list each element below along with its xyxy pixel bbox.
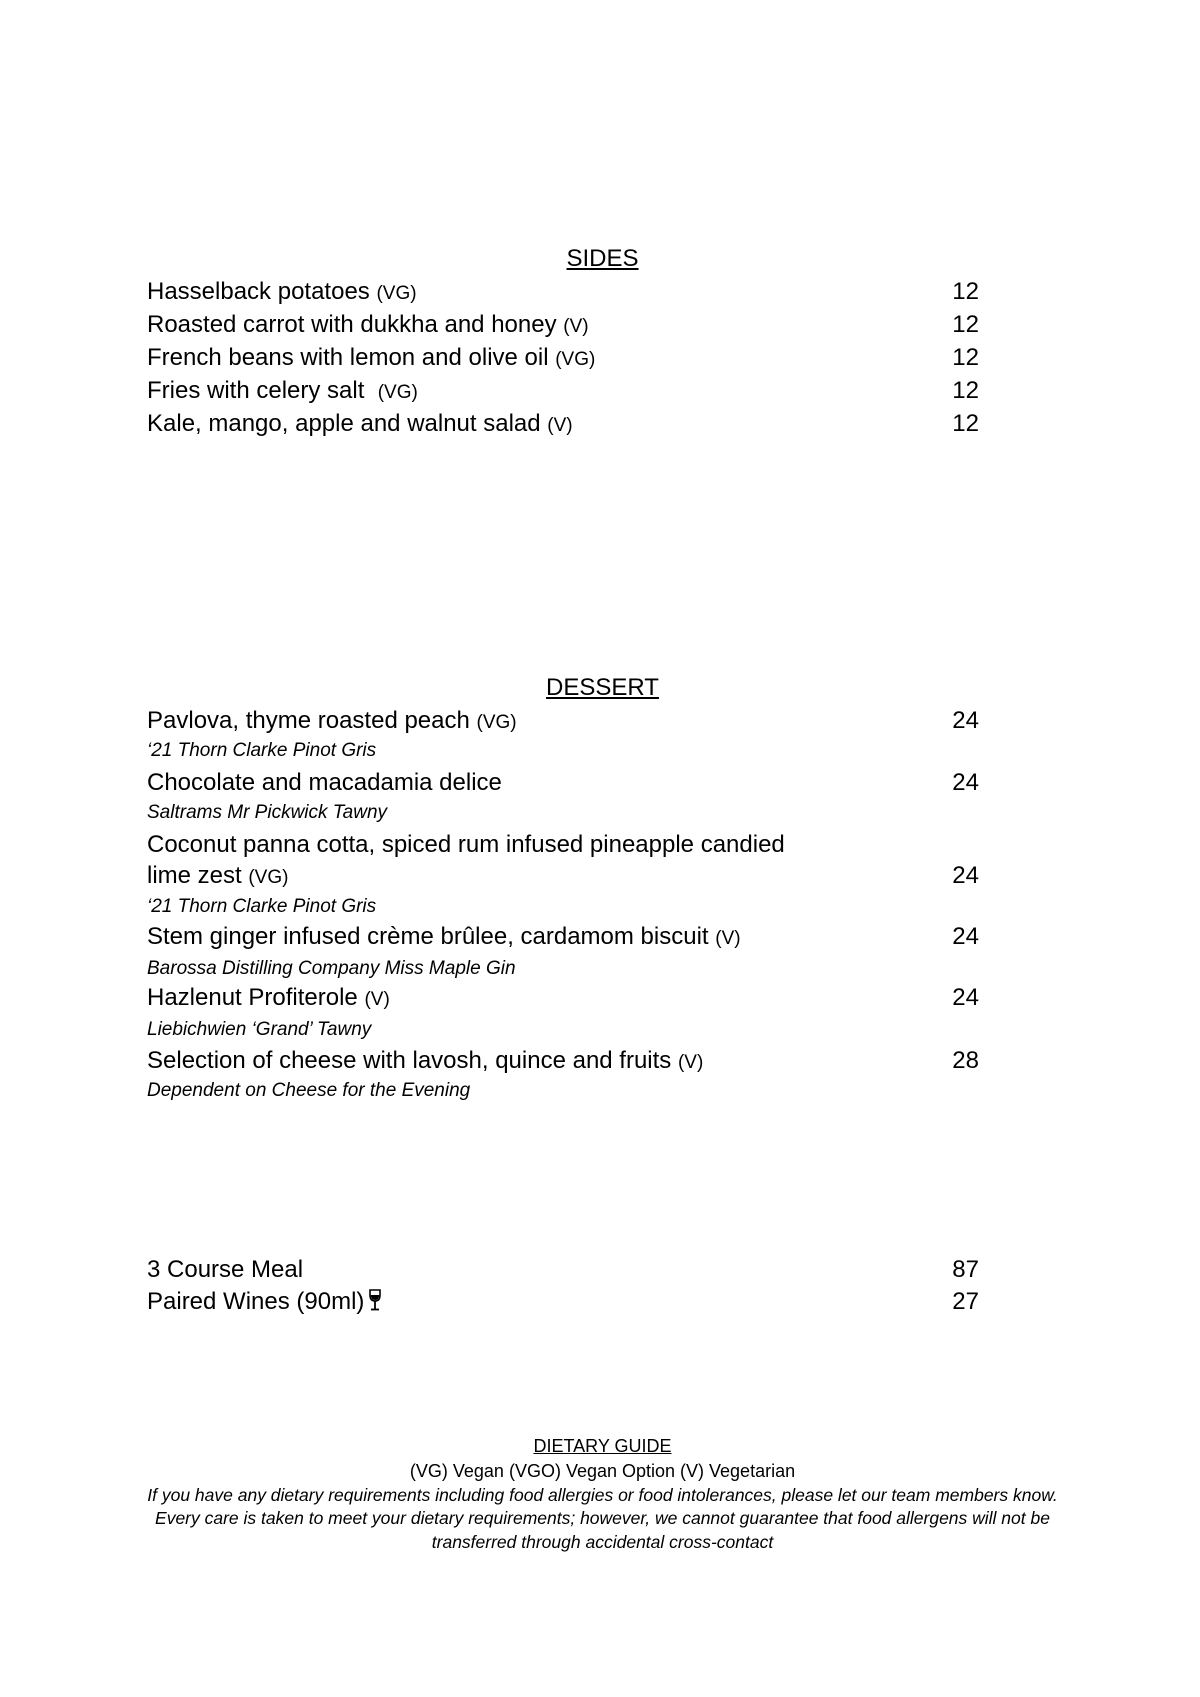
item-name: Coconut panna cotta, spiced rum infused pineapple candied	[147, 831, 785, 858]
item-price: 12	[952, 410, 979, 437]
item-tag: (V)	[547, 415, 573, 436]
item-tag: (VG)	[376, 283, 417, 304]
menu-item	[147, 922, 979, 954]
set-menu-item	[147, 1255, 979, 1285]
menu-item	[147, 706, 979, 738]
item-name: Roasted carrot with dukkha and honey	[147, 311, 557, 338]
item-price: 24	[952, 862, 979, 889]
item-name: Pavlova, thyme roasted peach	[147, 707, 470, 734]
dessert-heading: DESSERT	[546, 674, 659, 701]
item-price: 87	[952, 1256, 979, 1283]
item-tag: (VG)	[476, 712, 517, 733]
menu-item	[147, 768, 979, 798]
menu-item	[147, 376, 979, 408]
item-name: Chocolate and macadamia delice	[147, 769, 502, 796]
item-name: lime zest	[147, 862, 242, 889]
item-price: 24	[952, 769, 979, 796]
menu-item	[147, 310, 979, 342]
item-name: Stem ginger infused crème brûlee, cardamom biscuit	[147, 923, 709, 950]
item-price: 12	[952, 311, 979, 338]
menu-item	[147, 277, 979, 309]
wine-pairing: Saltrams Mr Pickwick Tawny	[147, 802, 388, 823]
item-name: Selection of cheese with lavosh, quince and fruits	[147, 1047, 672, 1074]
item-tag: (V)	[364, 989, 390, 1010]
item-price: 12	[952, 344, 979, 371]
item-price: 12	[952, 377, 979, 404]
dietary-note: If you have any dietary requirements including food allergies or food intolerances, please let our team members know.	[147, 1485, 1058, 1505]
wine-pairing: ‘21 Thorn Clarke Pinot Gris	[147, 740, 377, 761]
item-name: Fries with celery salt	[147, 377, 372, 404]
menu-item	[147, 1046, 979, 1078]
item-price: 24	[952, 923, 979, 950]
item-name: Paired Wines (90ml)	[147, 1288, 365, 1315]
menu-item-continued	[147, 861, 979, 893]
item-name: Hasselback potatoes	[147, 278, 370, 305]
item-name: 3 Course Meal	[147, 1256, 304, 1283]
item-price: 27	[952, 1288, 979, 1315]
wine-pairing: Liebichwien ‘Grand’ Tawny	[147, 1019, 372, 1040]
menu-item	[147, 409, 979, 441]
item-tag: (V)	[715, 928, 741, 949]
wine-pairing: Barossa Distilling Company Miss Maple Gin	[147, 958, 516, 979]
item-price: 12	[952, 278, 979, 305]
item-tag: (V)	[677, 1052, 704, 1073]
dietary-note: Every care is taken to meet your dietary requirements; however, we cannot guarantee that food allergens will not be	[155, 1508, 1050, 1528]
menu-item	[147, 343, 979, 375]
item-name: Hazlenut Profiterole	[147, 984, 358, 1011]
dietary-legend: (VG) Vegan (VGO) Vegan Option (V) Vegetarian	[409, 1461, 796, 1481]
sides-heading: SIDES	[566, 245, 639, 272]
item-price: 28	[952, 1047, 979, 1074]
dietary-guide-heading: DIETARY GUIDE	[533, 1436, 672, 1456]
item-price: 24	[952, 984, 979, 1011]
item-name: French beans with lemon and olive oil	[147, 344, 549, 371]
item-tag: (VG)	[248, 867, 289, 888]
item-tag: (VG)	[377, 382, 418, 403]
wine-glass-icon	[369, 1289, 381, 1319]
item-price: 24	[952, 707, 979, 734]
wine-pairing: ‘21 Thorn Clarke Pinot Gris	[147, 896, 377, 917]
item-name: Kale, mango, apple and walnut salad	[147, 410, 541, 437]
item-tag: (VG)	[555, 349, 596, 370]
dietary-note: transferred through accidental cross-contact	[431, 1532, 774, 1552]
wine-pairing: Dependent on Cheese for the Evening	[147, 1080, 471, 1101]
set-menu-item	[147, 1287, 979, 1319]
menu-item	[147, 983, 979, 1015]
menu-item	[147, 830, 979, 860]
item-tag: (V)	[563, 316, 589, 337]
